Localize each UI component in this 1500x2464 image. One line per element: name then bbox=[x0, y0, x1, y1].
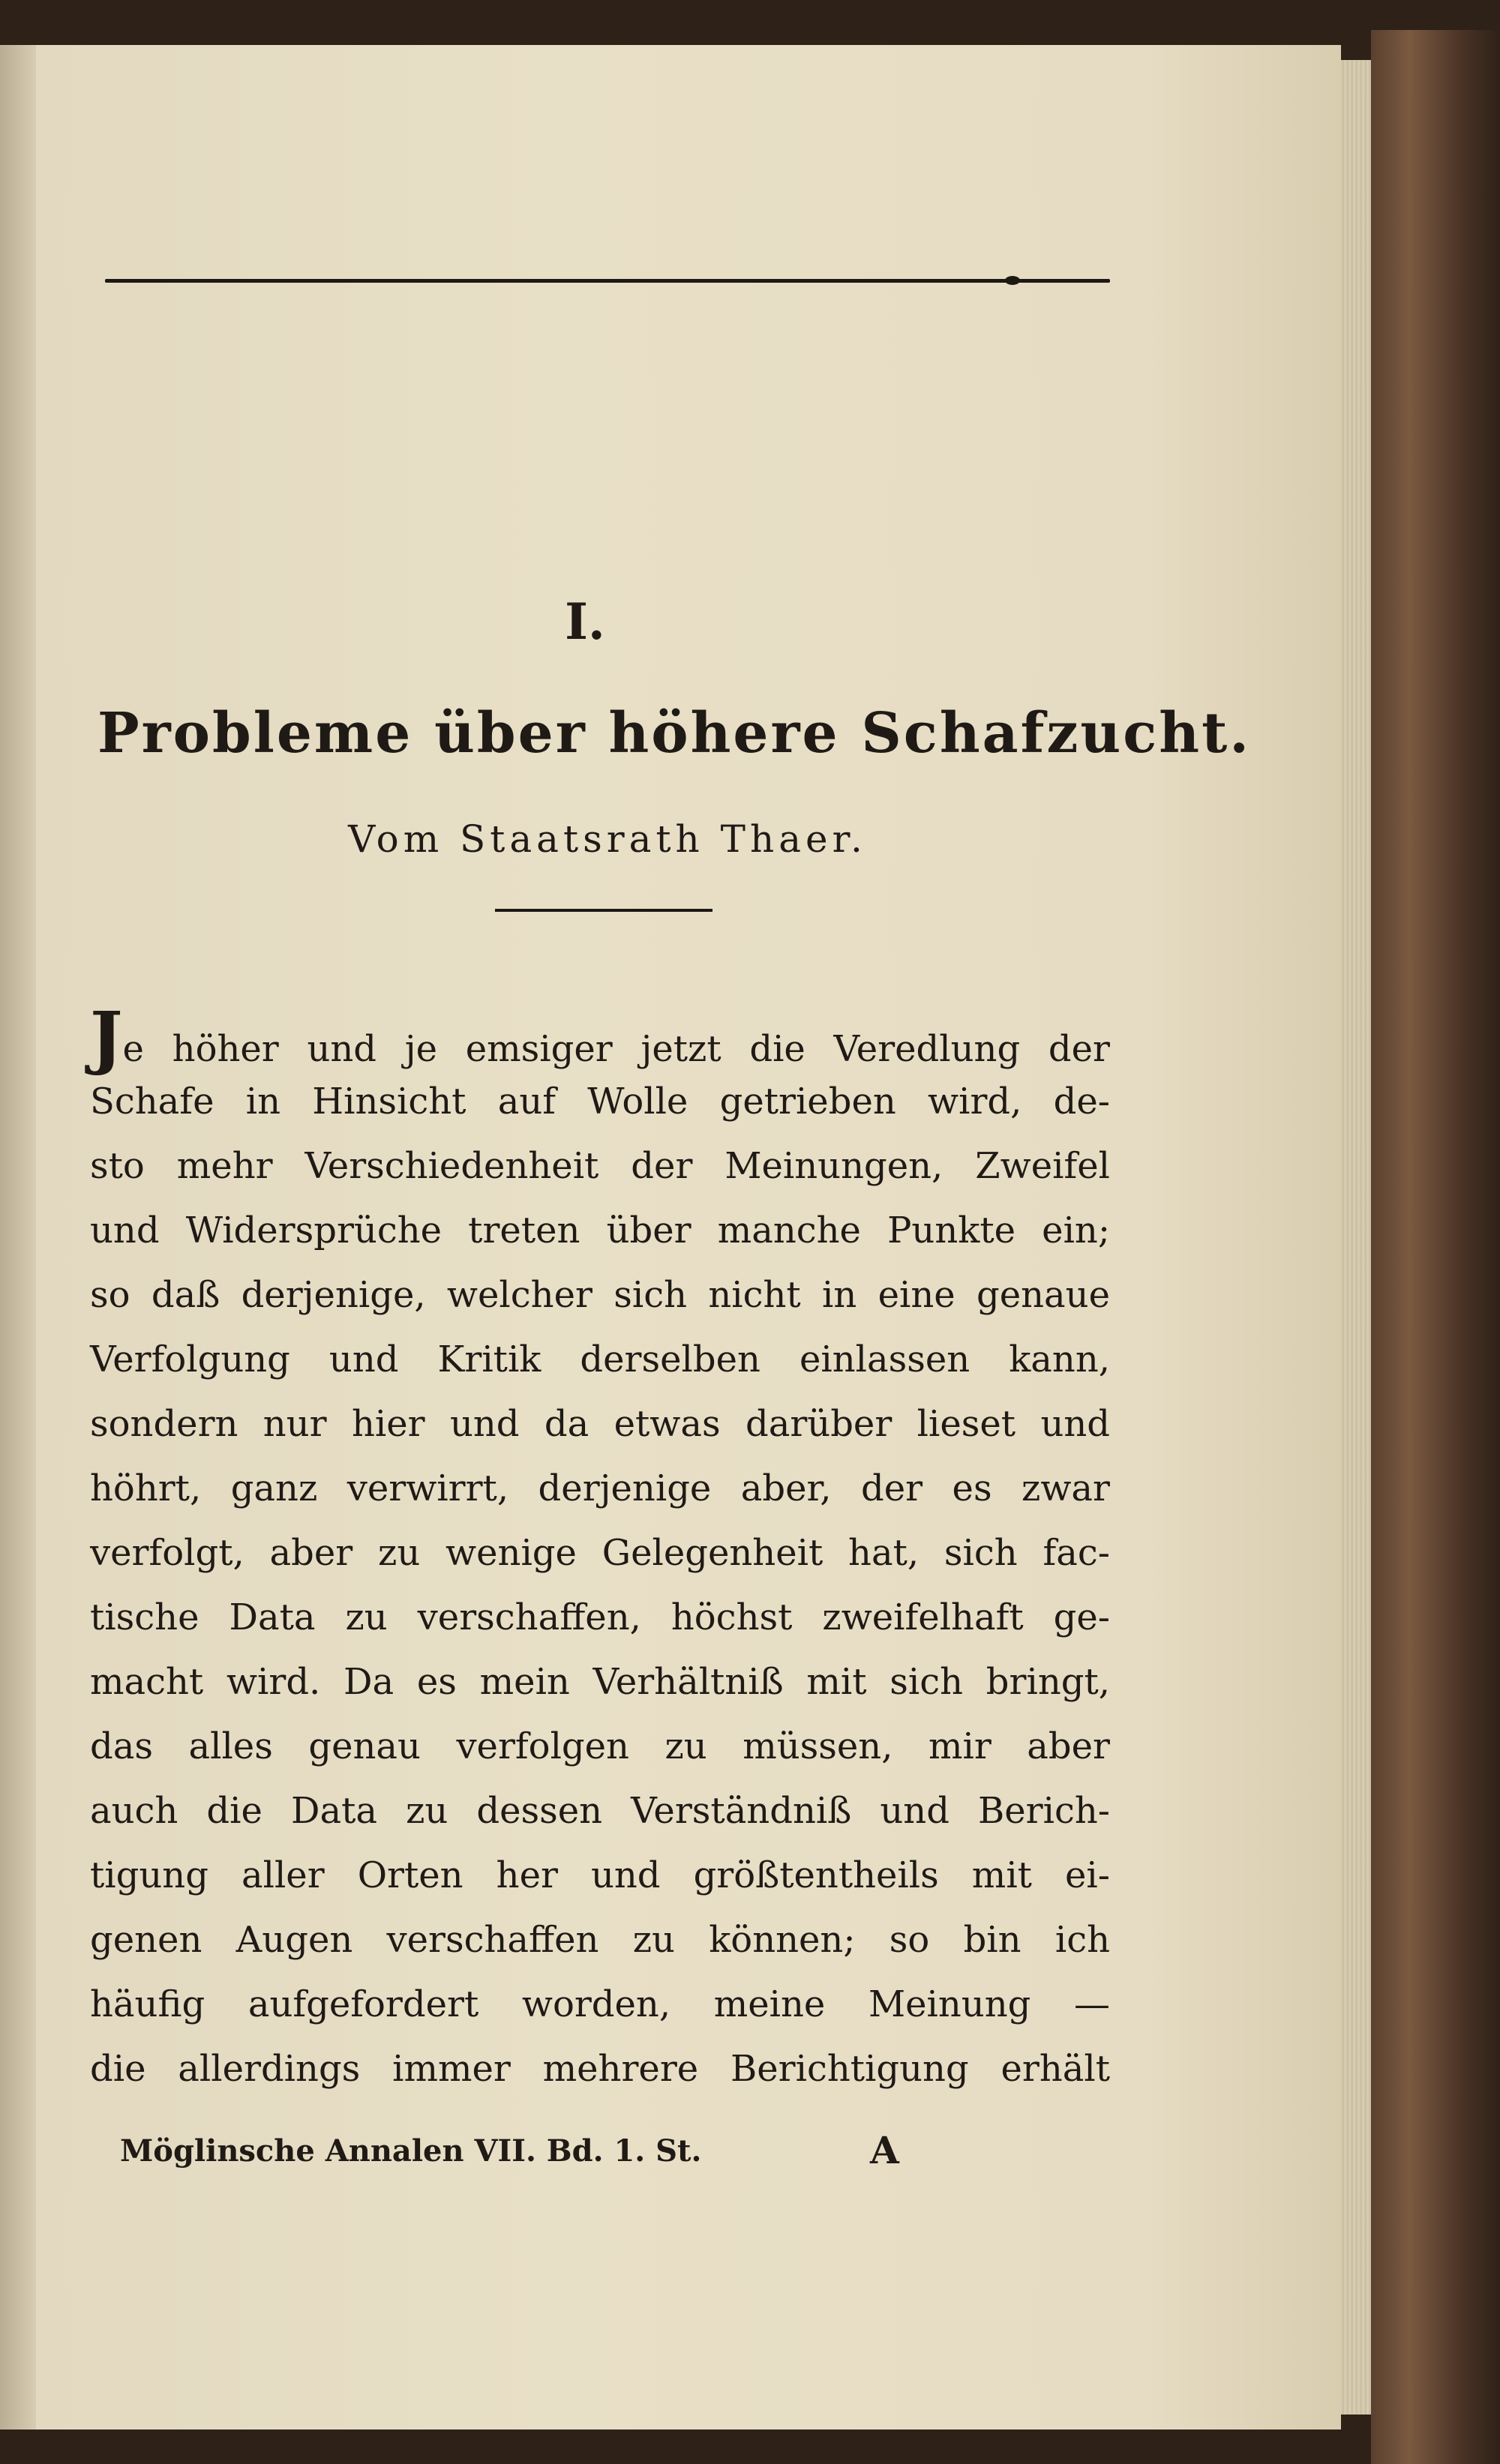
text-line: und Widersprüche treten über manche Punkte ein; bbox=[90, 1210, 1110, 1251]
text-line: Schafe in Hinsicht auf Wolle getrieben wird, de- bbox=[90, 1081, 1110, 1123]
chapter-number: I. bbox=[565, 592, 605, 651]
footer-signature: Möglinsche Annalen VII. Bd. 1. St. bbox=[120, 2133, 702, 2169]
text-line: so daß derjenige, welcher sich nicht in eine genaue bbox=[90, 1274, 1110, 1316]
text-line: auch die Data zu dessen Verständniß und Berich- bbox=[90, 1790, 1110, 1832]
text-line: sondern nur hier und da etwas darüber lieset und bbox=[90, 1403, 1110, 1445]
text-line: Verfolgung und Kritik derselben einlassen kann, bbox=[90, 1338, 1110, 1380]
book-binding bbox=[1371, 30, 1500, 2464]
page-stack-edge bbox=[1341, 60, 1371, 2415]
chapter-title: Probleme über höhere Schafzucht. bbox=[98, 701, 1252, 766]
text-line: das alles genau verfolgen zu müssen, mir aber bbox=[90, 1725, 1110, 1767]
text-line: tigung aller Orten her und größtentheils mit ei- bbox=[90, 1854, 1110, 1896]
body-text bbox=[90, 997, 1110, 2101]
text-line: Je höher und je emsiger jetzt die Veredlung der bbox=[90, 997, 1110, 1078]
header-rule bbox=[105, 279, 1110, 283]
text-line: genen Augen verschaffen zu können; so bin ich bbox=[90, 1919, 1110, 1961]
title-separator-rule bbox=[495, 909, 712, 912]
text-line: höhrt, ganz verwirrt, derjenige aber, der es zwar bbox=[90, 1467, 1110, 1509]
author-byline: Vom Staatsrath Thaer. bbox=[348, 817, 867, 861]
text-line: tische Data zu verschaffen, höchst zweifelhaft ge- bbox=[90, 1596, 1110, 1638]
footer-signature-mark: A bbox=[870, 2128, 899, 2172]
text-line: macht wird. Da es mein Verhältniß mit sich bringt, bbox=[90, 1661, 1110, 1703]
text-line: die allerdings immer mehrere Berichtigung erhält bbox=[90, 2048, 1110, 2090]
text-line: häufig aufgefordert worden, meine Meinung — bbox=[90, 1983, 1110, 2025]
text-line: sto mehr Verschiedenheit der Meinungen, Zweifel bbox=[90, 1145, 1110, 1187]
text-line: verfolgt, aber zu wenige Gelegenheit hat, sich fac- bbox=[90, 1532, 1110, 1574]
left-page-edge bbox=[0, 45, 36, 2430]
